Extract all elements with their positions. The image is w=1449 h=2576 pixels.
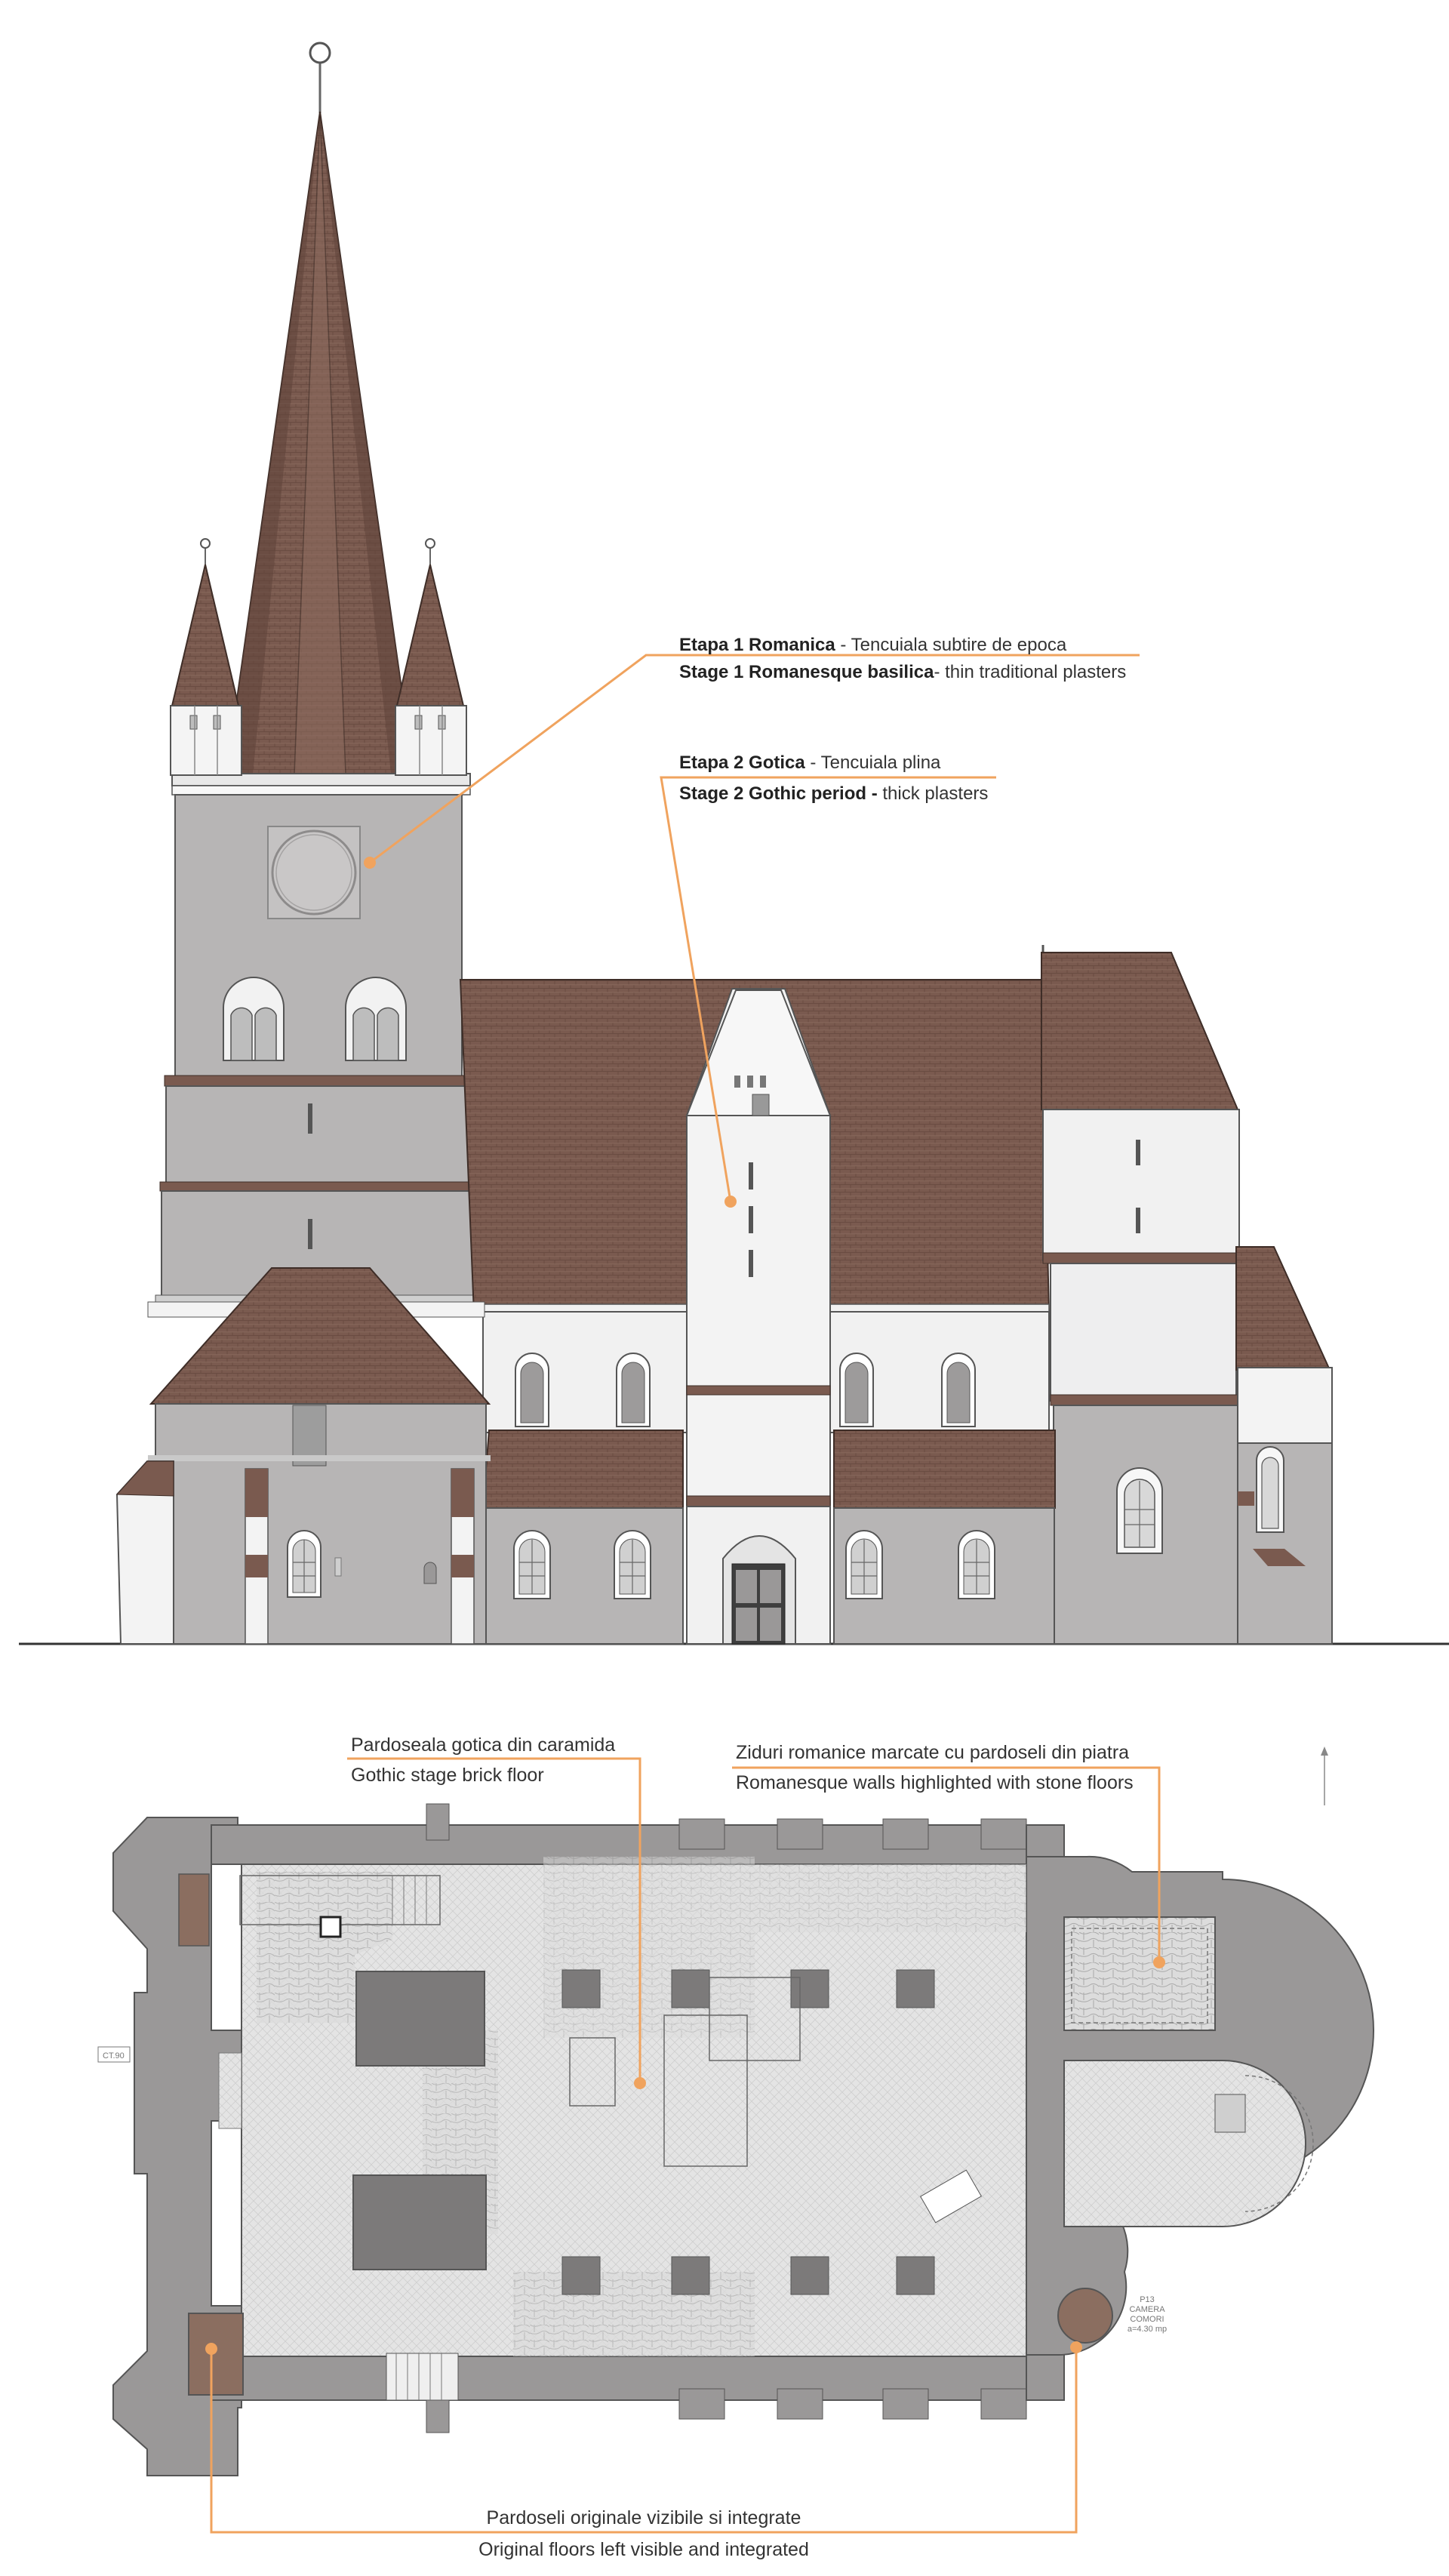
annotation-gothic-floor-ro: Pardoseala gotica din caramida <box>351 1734 616 1756</box>
pillar-block-1 <box>356 1971 485 2066</box>
annotation-romanesque-ro: Ziduri romanice marcate cu pardoseli din piatra <box>736 1742 1130 1763</box>
svg-text:CAMERA: CAMERA <box>1129 2305 1165 2314</box>
annotation-gothic-floor-en: Gothic stage brick floor <box>351 1765 544 1786</box>
treasury-label <box>1128 2295 1167 2334</box>
lower-window-3 <box>846 1531 882 1599</box>
apse-window <box>1257 1447 1284 1532</box>
svg-text:CT.90: CT.90 <box>103 2051 125 2060</box>
clock-dial-icon <box>272 831 355 914</box>
annotation-original-floors-en: Original floors left visible and integrated <box>478 2539 809 2560</box>
svg-text:COMORI: COMORI <box>1130 2315 1164 2324</box>
chancel <box>1041 945 1332 1644</box>
upper-window-3 <box>840 1353 873 1426</box>
svg-text:P13: P13 <box>1140 2295 1155 2304</box>
turret-right <box>395 539 466 775</box>
annotation-stage1 <box>364 635 1140 869</box>
upper-window-4 <box>942 1353 975 1426</box>
annotation-stage2-ro: Etapa 2 Gotica - Tencuiala plina <box>679 752 941 773</box>
north-arrow-icon <box>1321 1747 1328 1805</box>
upper-window-1 <box>515 1353 549 1426</box>
belfry-window-right <box>346 977 406 1060</box>
annotation-stage2-en: Stage 2 Gothic period - thick plasters <box>679 783 989 804</box>
belfry-window-left <box>223 977 284 1060</box>
annotation-original-floors-ro: Pardoseli originale vizibile si integrate <box>486 2507 801 2528</box>
leader-dot-stage2 <box>724 1196 737 1208</box>
leader-dot-stage1 <box>364 857 376 869</box>
church-elevation <box>19 43 1449 1644</box>
floor-plan <box>98 1734 1374 2560</box>
svg-text:a=4.30 mp: a=4.30 mp <box>1127 2325 1168 2334</box>
sacristy-room <box>1064 1917 1215 2030</box>
spire-finial <box>310 43 330 63</box>
bell-tower <box>155 795 481 1304</box>
tower-porch <box>117 1268 491 1644</box>
lower-window-1 <box>514 1531 550 1599</box>
annotation-stage1-ro: Etapa 1 Romanica - Tencuiala subtire de epoca <box>679 635 1067 655</box>
upper-window-2 <box>617 1353 650 1426</box>
annotation-romanesque-en: Romanesque walls highlighted with stone floors <box>736 1772 1134 1793</box>
chancel-window <box>1117 1468 1162 1553</box>
annotation-stage1-en: Stage 1 Romanesque basilica- thin traditional plasters <box>679 662 1127 682</box>
porch-window <box>288 1531 321 1597</box>
lower-window-4 <box>958 1531 995 1599</box>
gothic-porch <box>687 989 830 1644</box>
pillar-block-2 <box>353 2175 486 2270</box>
treasury-room <box>1058 2288 1112 2343</box>
turret-left <box>171 539 242 775</box>
main-door <box>723 1536 795 1644</box>
apse-room <box>1064 2060 1306 2227</box>
lower-window-2 <box>614 1531 651 1599</box>
